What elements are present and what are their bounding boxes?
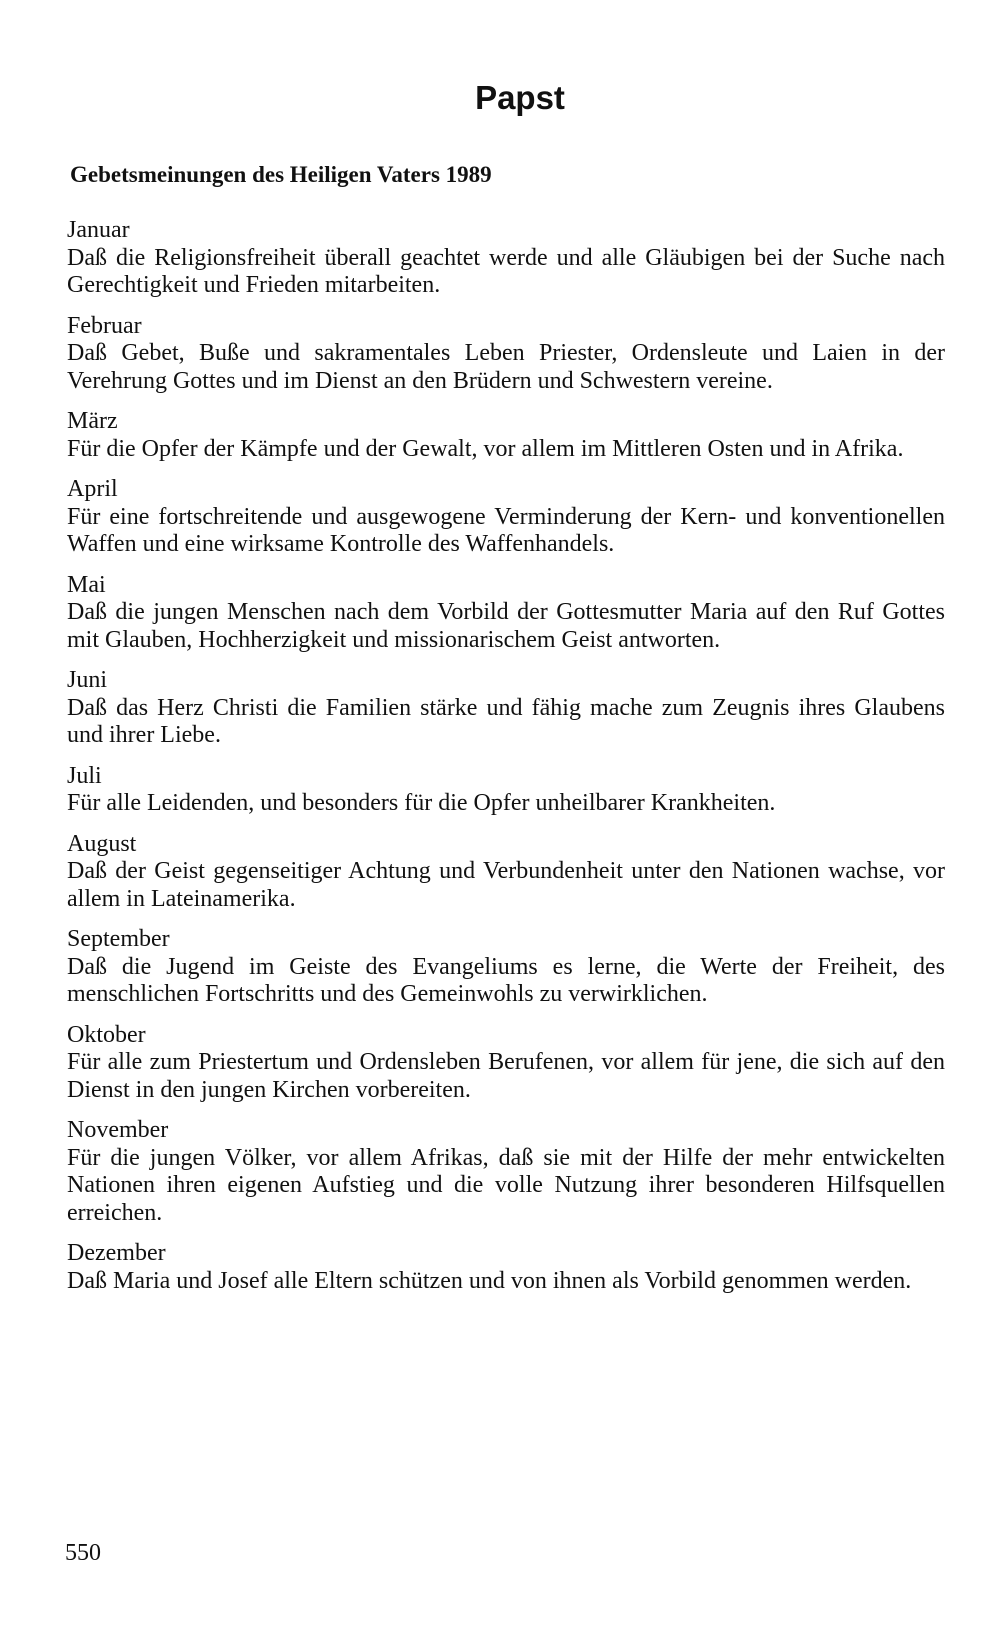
- document-subtitle: Gebetsmeinungen des Heiligen Vaters 1989: [70, 162, 492, 187]
- intention-entry-februar: [67, 313, 945, 396]
- intention-text: Für alle zum Priestertum und Ordensleben Berufenen, vor allem für jene, die sich auf den Dienst in den jungen Kirchen vorbereiten.: [67, 1049, 945, 1103]
- intention-text: Daß das Herz Christi die Familien stärke und fähig mache zum Zeugnis ihres Glaubens und ihrer Liebe.: [67, 694, 945, 748]
- intention-text: Daß die jungen Menschen nach dem Vorbild der Gottesmutter Maria auf den Ruf Gottes mit Glauben, Hochherzigkeit und missionarischem Geist antworten.: [67, 599, 945, 653]
- month-heading: August: [67, 830, 137, 857]
- month-heading: Dezember: [67, 1240, 166, 1266]
- month-heading: Juli: [67, 762, 102, 789]
- intention-entry-mai: [67, 572, 945, 655]
- month-heading: Februar: [67, 312, 142, 339]
- intention-text: Daß die Jugend im Geiste des Evangeliums es lerne, die Werte der Freiheit, des menschlichen Fortschritts und des Gemeinwohls zu verwirklichen.: [67, 953, 945, 1007]
- intention-text: Für alle Leidenden, und besonders für die Opfer unheilbarer Krankheiten.: [67, 790, 776, 816]
- month-heading: November: [67, 1117, 169, 1143]
- prayer-intentions-list: [67, 217, 945, 1308]
- intention-entry-september: [67, 926, 945, 1009]
- intention-text: Für die jungen Völker, vor allem Afrikas, daß sie mit der Hilfe der mehr entwickelten Nationen ihren eigenen Aufstieg und die volle Nutzung ihrer besonderen Hilfsquellen erreichen.: [67, 1144, 945, 1226]
- intention-text: Für die Opfer der Kämpfe und der Gewalt, vor allem im Mittleren Osten und in Afrika.: [67, 435, 904, 462]
- intention-entry-april: [67, 476, 945, 559]
- intention-text: Daß die Religionsfreiheit überall geachtet werde und alle Gläubigen bei der Suche nach Gerechtigkeit und Frieden mitarbeiten.: [67, 244, 945, 298]
- intention-entry-juni: [67, 667, 945, 750]
- intention-entry-oktober: [67, 1022, 945, 1105]
- intention-entry-august: [67, 831, 945, 914]
- intention-entry-januar: [67, 217, 945, 300]
- intention-entry-dezember: [67, 1240, 945, 1295]
- month-heading: Januar: [67, 217, 130, 243]
- month-heading: Oktober: [67, 1021, 146, 1048]
- intention-text: Daß Maria und Josef alle Eltern schützen und von ihnen als Vorbild genommen werden.: [67, 1267, 912, 1294]
- page-title: Papst: [475, 79, 565, 116]
- page-number: 550: [65, 1540, 101, 1566]
- month-heading: Juni: [67, 667, 108, 693]
- month-heading: März: [67, 408, 118, 434]
- intention-entry-maerz: [67, 408, 945, 463]
- month-heading: April: [67, 476, 118, 502]
- intention-text: Daß der Geist gegenseitiger Achtung und Verbundenheit unter den Nationen wachse, vor allem in Lateinamerika.: [67, 858, 945, 912]
- intention-text: Daß Gebet, Buße und sakramentales Leben Priester, Ordensleute und Laien in der Verehrung Gottes und im Dienst an den Brüdern und Schwestern vereine.: [67, 340, 945, 394]
- month-heading: September: [67, 926, 170, 952]
- intention-text: Für eine fortschreitende und ausgewogene Verminderung der Kern- und konventionellen Waffen und eine wirksame Kontrolle des Waffenhandels.: [67, 503, 945, 557]
- intention-entry-juli: [67, 763, 945, 818]
- month-heading: Mai: [67, 571, 106, 598]
- intention-entry-november: [67, 1117, 945, 1227]
